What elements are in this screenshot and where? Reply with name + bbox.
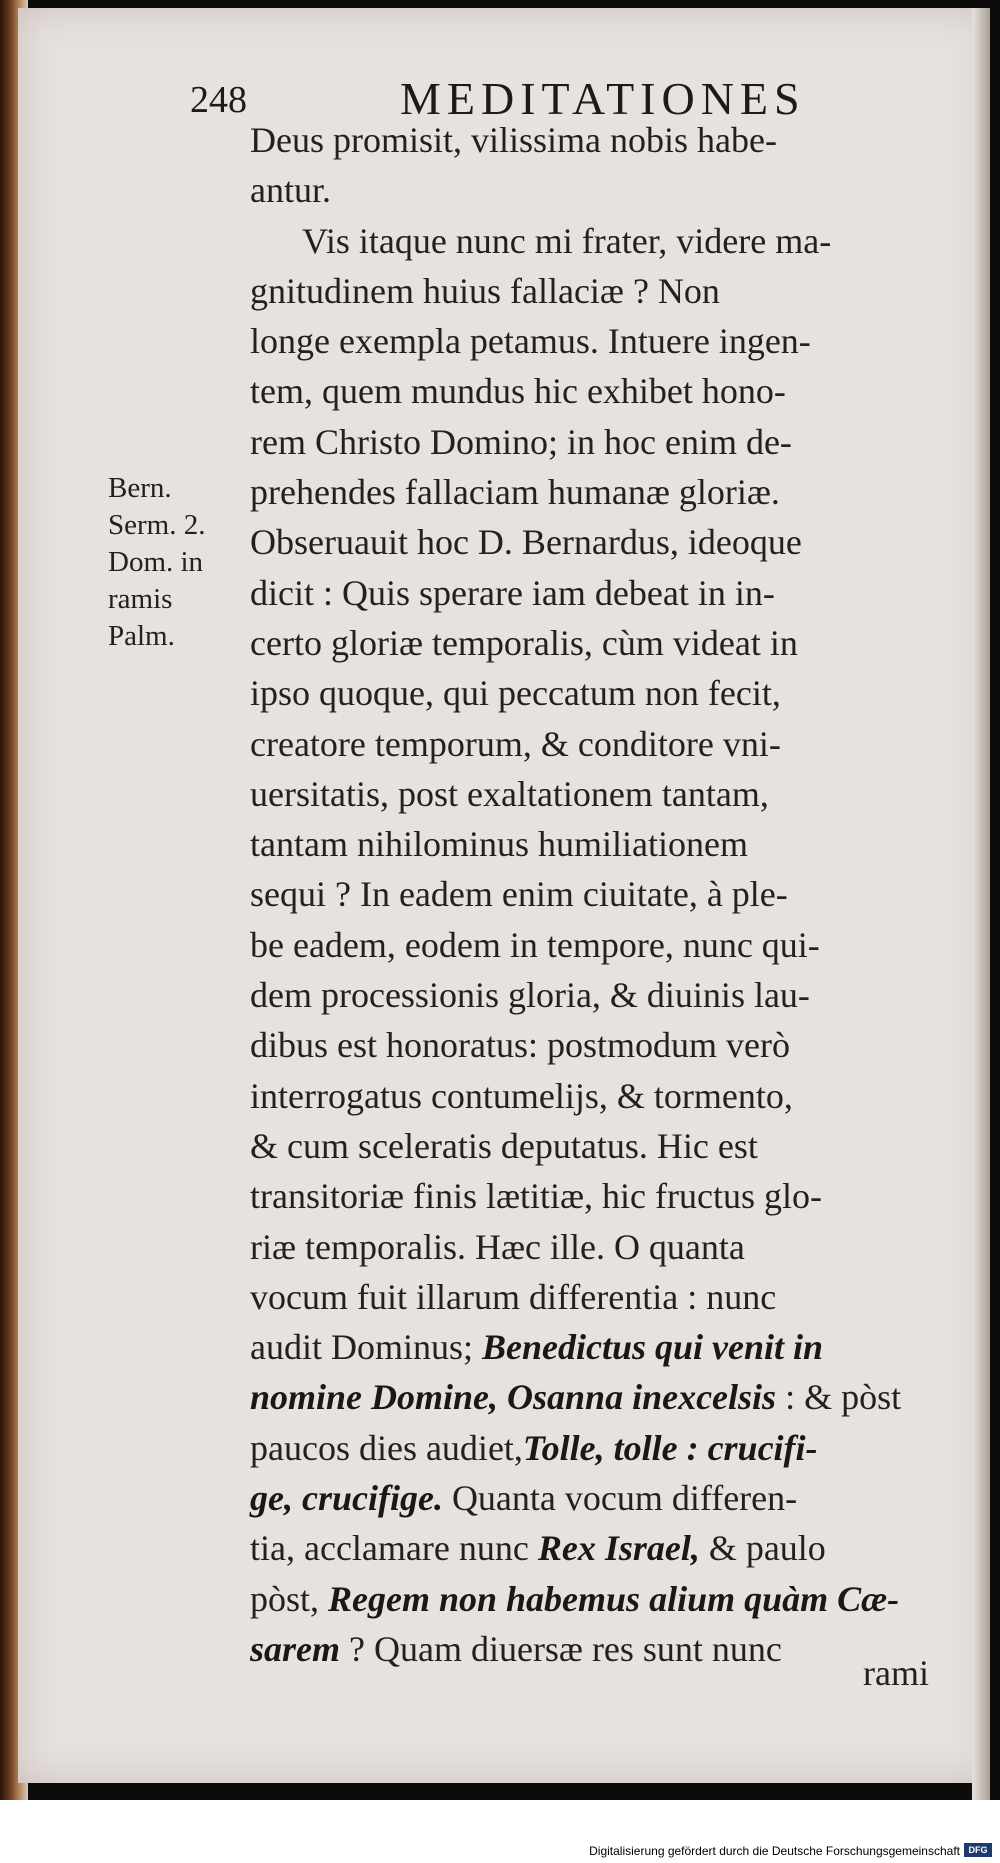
text-line: prehendes fallaciam humanæ gloriæ. [250,472,780,513]
text-line [250,1423,950,1473]
text-line [250,1523,950,1573]
text-segment: : & pòst [785,1377,902,1418]
text-line: vocum fuit illarum differentia : nunc [250,1276,777,1317]
text-line: be eadem, eodem in tempore, nunc qui- [250,924,820,965]
text-line: ipso quoque, qui peccatum non fecit, [250,673,781,714]
text-line: Vis itaque nunc mi frater, videre ma- [302,220,832,261]
text-segment: Quanta vocum differen- [451,1478,798,1519]
text-line [250,1322,950,1372]
text-line: creatore temporum, & conditore vni- [250,723,781,764]
text-line: interrogatus contumelijs, & tormento, [250,1075,793,1116]
text-segment: ? Quam diuersæ res sunt nunc [349,1628,782,1669]
text-line: rem Christo Domino; in hoc enim de- [250,421,792,462]
text-line [250,1624,950,1674]
text-line: antur. [250,170,331,211]
text-line: tantam nihilominus humiliationem [250,824,748,865]
text-line: sequi ? In eadem enim ciuitate, à ple- [250,874,788,915]
text-line: dibus est honoratus: postmodum verò [250,1025,790,1066]
running-title: MEDITATIONES [400,73,806,124]
catchword: rami [863,1653,929,1693]
margin-note-line: Bern. [108,472,172,504]
text-segment: tia, acclamare nunc [250,1528,529,1569]
text-line: & cum sceleratis deputatus. Hic est [250,1125,758,1166]
margin-note-line: ramis [108,583,173,615]
text-segment: pòst, [250,1578,320,1619]
italic-quotation: Tolle, tolle : crucifi- [522,1427,818,1468]
funding-credit: Digitalisierung gefördert durch die Deutsche Forschungsgemeinschaft [589,1844,960,1858]
text-line: uersitatis, post exaltationem tantam, [250,773,769,814]
text-line: gnitudinem huius fallaciæ ? Non [250,270,720,311]
margin-citation [108,470,248,655]
text-line: Obseruauit hoc D. Bernardus, ideoque [250,522,802,563]
text-segment: audit Dominus; [250,1327,473,1368]
margin-note-line: Dom. in [108,546,204,578]
italic-quotation: Regem non habemus alium quàm Cæ- [328,1578,900,1619]
text-line: riæ temporalis. Hæc ille. O quanta [250,1226,745,1267]
text-line [250,1574,950,1624]
text-line: tem, quem mundus hic exhibet hono- [250,371,786,412]
text-line [250,1473,950,1523]
italic-quotation: Benedictus qui venit in [482,1327,824,1368]
text-line: longe exempla petamus. Intuere ingen- [250,321,811,362]
text-segment: & paulo [708,1528,826,1569]
text-line: Deus promisit, vilissima nobis habe- [250,120,777,160]
text-line: dicit : Quis sperare iam debeat in in- [250,572,775,613]
page-number: 248 [190,79,247,121]
page-edge [972,8,990,1808]
margin-note-line: Serm. 2. [108,509,206,541]
main-text-block [250,115,950,1674]
text-line [250,1372,950,1422]
text-segment: paucos dies audiet, [250,1427,523,1468]
italic-quotation: ge, crucifige. [250,1478,443,1519]
text-line: dem processionis gloria, & diuinis lau- [250,975,810,1016]
margin-note-line: Palm. [108,620,175,652]
dfg-logo-icon: DFG [964,1843,992,1857]
text-line: certo gloriæ temporalis, cùm videat in [250,622,798,663]
text-line: transitoriæ finis lætitiæ, hic fructus glo- [250,1176,822,1217]
italic-quotation: sarem [250,1628,340,1669]
italic-quotation: Rex Israel, [537,1528,700,1569]
italic-quotation: nomine Domine, Osanna inexcelsis [250,1377,777,1418]
footer-bar [0,1800,1000,1863]
